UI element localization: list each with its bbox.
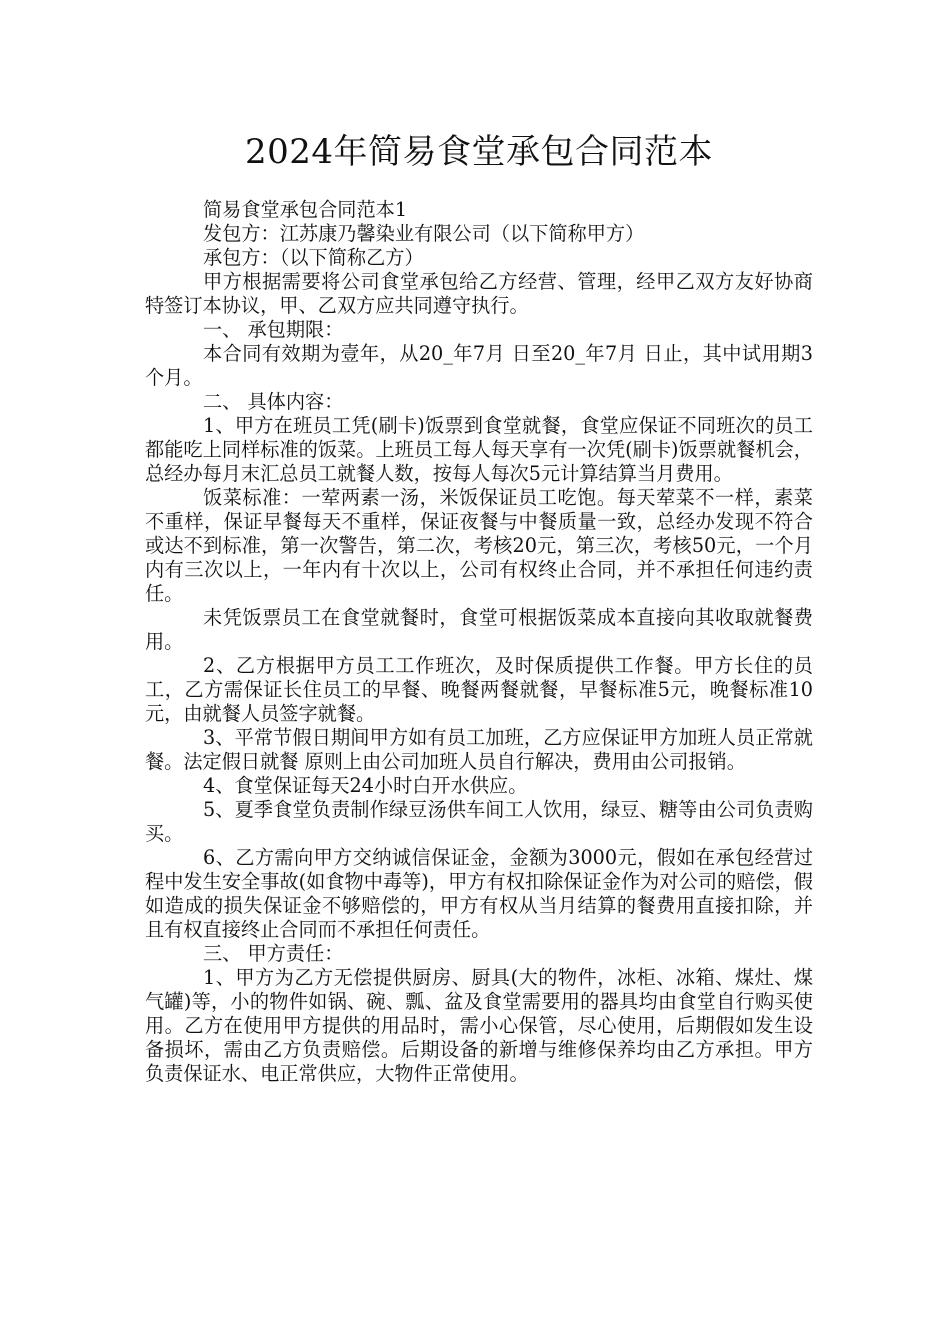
paragraph-item-6: 6、乙方需向甲方交纳诚信保证金，金额为3000元，假如在承包经营过程中发生安全事故(如食物中毒等)，甲方有权扣除保证金作为对公司的赔偿，假如造成的损失保证金不够赔偿的，甲方有权从当月结算的餐费用直接扣除，并且有权直接终止合同而不承担任何责任。 (145, 846, 813, 941)
paragraph-duty-1: 1、甲方为乙方无偿提供厨房、厨具(大的物件，冰柜、冰箱、煤灶、煤气罐)等，小的物件如锅、碗、瓢、盆及食堂需要用的器具均由食堂自行购买使用。乙方在使用甲方提供的用品时，需小心保管，尽心使用，后期假如发生设备损坏，需由乙方负责赔偿。后期设备的新增与维修保养均由乙方承担。甲方负责保证水、电正常供应，大物件正常使用。 (145, 966, 813, 1085)
paragraph-item-2: 2、乙方根据甲方员工工作班次，及时保质提供工作餐。甲方长住的员工，乙方需保证长住员工的早餐、晚餐两餐就餐，早餐标准5元，晚餐标准10元，由就餐人员签字就餐。 (145, 654, 813, 725)
paragraph-preamble: 甲方根据需要将公司食堂承包给乙方经营、管理，经甲乙双方友好协商特签订本协议，甲、乙双方应共同遵守执行。 (145, 270, 813, 317)
paragraph-no-ticket: 未凭饭票员工在食堂就餐时，食堂可根据饭菜成本直接向其收取就餐费用。 (145, 606, 813, 653)
section-heading-party-a-duties: 三、 甲方责任： (203, 942, 344, 965)
document-page (145, 0, 813, 1086)
paragraph-item-1: 1、甲方在班员工凭(刷卡)饭票到食堂就餐，食堂应保证不同班次的员工都能吃上同样标准的饭菜。上班员工每人每天享有一次凭(刷卡)饭票就餐机会，总经办每月末汇总员工就餐人数，按每人每次5元计算结算当月费用。 (145, 414, 813, 485)
paragraph-party-a: 发包方：江苏康乃馨染业有限公司（以下简称甲方） (203, 222, 645, 245)
paragraph-party-b: 承包方：（以下简称乙方） (203, 246, 424, 269)
section-heading-term: 一、 承包期限： (203, 318, 344, 341)
paragraph-item-3: 3、平常节假日期间甲方如有员工加班，乙方应保证甲方加班人员正常就餐。法定假日就餐 原则上由公司加班人员自行解决，费用由公司报销。 (145, 726, 813, 773)
paragraph-meal-standard: 饭菜标准：一荤两素一汤，米饭保证员工吃饱。每天荤菜不一样，素菜不重样，保证早餐每天不重样，保证夜餐与中餐质量一致，总经办发现不符合或达不到标准，第一次警告，第二次，考核20元，第三次，考核50元，一个月内有三次以上，一年内有十次以上，公司有权终止合同，并不承担任何违约责任。 (145, 486, 813, 605)
document-body (145, 198, 813, 1086)
paragraph-item-4: 4、食堂保证每天24小时白开水供应。 (203, 774, 528, 797)
document-title: 2024年简易食堂承包合同范本 (244, 132, 714, 172)
paragraph-term: 本合同有效期为壹年，从20_年7月 日至20_年7月 日止，其中试用期3个月。 (145, 342, 813, 389)
paragraph-contract-label: 简易食堂承包合同范本1 (203, 198, 408, 221)
paragraph-item-5: 5、夏季食堂负责制作绿豆汤供车间工人饮用，绿豆、糖等由公司负责购买。 (145, 798, 813, 845)
section-heading-content: 二、 具体内容： (203, 390, 344, 413)
